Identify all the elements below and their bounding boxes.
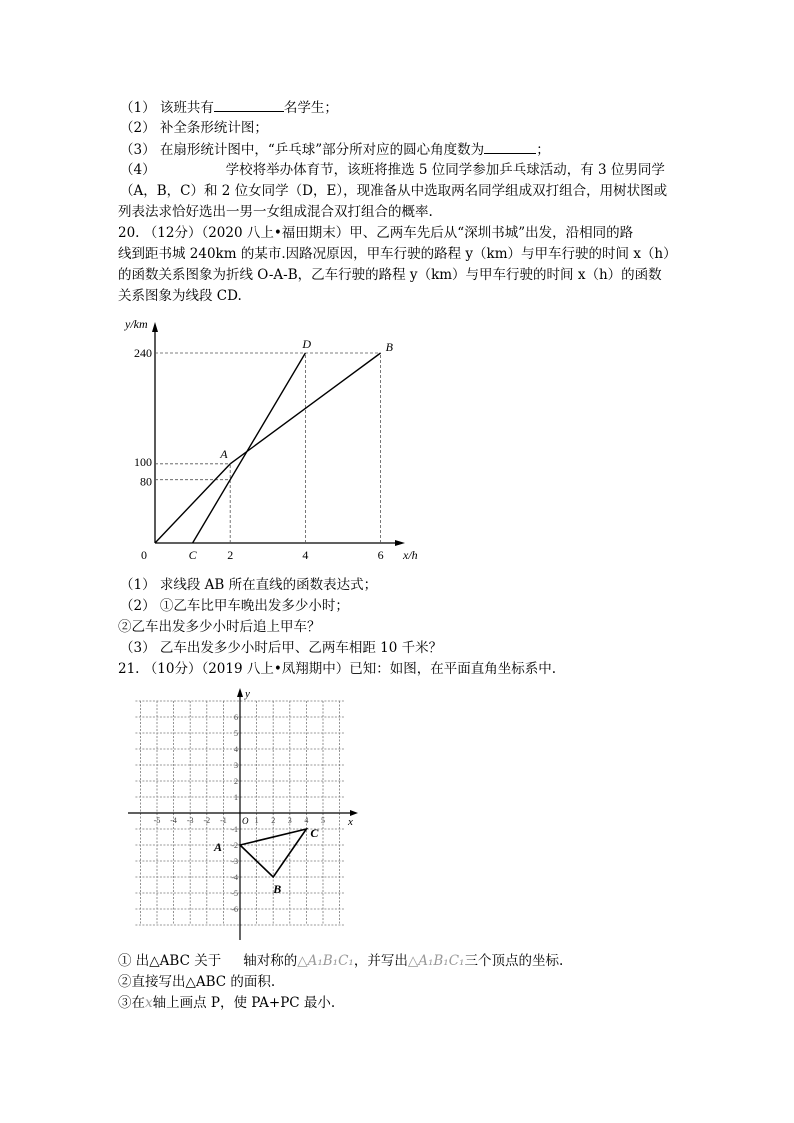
text: （4） bbox=[120, 162, 156, 178]
text: ① 出△ABC 关于 bbox=[118, 953, 222, 969]
q20-distance-time-graph bbox=[115, 310, 425, 565]
text: 名学生； bbox=[283, 100, 338, 116]
q20-stem-4: 关系图象为线段 CD. bbox=[118, 288, 242, 304]
answer-blank[interactable] bbox=[484, 140, 536, 154]
text: 三个顶点的坐标. bbox=[464, 953, 564, 969]
q19-part3 bbox=[120, 140, 550, 159]
q19-part2: （2） 补全条形统计图； bbox=[120, 120, 268, 136]
y-tick-label: -5 bbox=[231, 889, 238, 898]
x-tick-label: -5 bbox=[153, 816, 161, 825]
y-tick-label: 5 bbox=[234, 729, 238, 738]
origin-label: O bbox=[242, 816, 249, 826]
text: （1） 该班共有 bbox=[120, 100, 214, 116]
y-tick-label: 80 bbox=[140, 474, 152, 489]
y-tick-label: 4 bbox=[234, 745, 238, 754]
q20-stem-2: 线到距书城 240km 的某市.因路况原因，甲车行驶的路程 y（km）与甲车行驶的时间 x（h） bbox=[118, 246, 677, 262]
y-axis-arrow bbox=[152, 322, 158, 332]
x-tick-label: 4 bbox=[302, 548, 309, 562]
point-label-C: C bbox=[310, 826, 319, 840]
answer-blank[interactable] bbox=[214, 98, 284, 112]
q19-part4 bbox=[120, 161, 665, 179]
x-tick-label: 2 bbox=[271, 816, 276, 825]
x-tick-label: 1 bbox=[254, 816, 259, 825]
point-label-A: A bbox=[214, 840, 223, 854]
x-tick-label: 4 bbox=[304, 816, 309, 825]
q20-part2b: ②乙车出发多少小时后追上甲车？ bbox=[118, 619, 321, 635]
q19-part4-line3: 列表法求恰好选出一男一女组成混合双打组合的概率. bbox=[118, 204, 433, 220]
text: 轴对称的 bbox=[243, 953, 298, 969]
q19-part1 bbox=[120, 98, 338, 117]
origin-label: 0 bbox=[141, 548, 147, 562]
text: ； bbox=[536, 142, 550, 158]
y-tick-label: 6 bbox=[234, 713, 238, 722]
y-tick-label: 240 bbox=[134, 346, 152, 360]
text: ，并写出 bbox=[353, 953, 408, 969]
text: 轴上画点 P，使 PA+PC 最小. bbox=[152, 995, 336, 1011]
segment-CD bbox=[193, 353, 306, 543]
q20-part2: （2） ①乙车比甲车晚出发多少小时； bbox=[120, 598, 349, 614]
segment-OA bbox=[155, 464, 230, 543]
x-axis-arrow bbox=[395, 540, 405, 546]
y-tick-label: -6 bbox=[231, 905, 238, 914]
y-tick-label: 1 bbox=[234, 793, 238, 802]
y-tick-label: -2 bbox=[231, 841, 238, 850]
point-label-D: D bbox=[302, 337, 312, 351]
text: 学校将举办体育节，该班将推选 5 位同学参加乒乓球活动，有 3 位男同学 bbox=[225, 162, 665, 178]
q20-stem-3: 的函数关系图象为折线 O-A-B，乙车行驶的路程 y（km）与甲车行驶的时间 x（h）的函数 bbox=[118, 267, 662, 283]
y-axis-arrow bbox=[237, 688, 243, 697]
q21-part2: ②直接写出△ABC 的面积. bbox=[118, 974, 276, 990]
triangle-a1b1c1-formula: △A₁B₁C₁ bbox=[407, 953, 465, 969]
q20-part1: （1） 求线段 AB 所在直线的函数表达式； bbox=[120, 577, 378, 593]
text: ③在 bbox=[118, 995, 145, 1011]
x-tick-label: -4 bbox=[170, 816, 177, 825]
q21-part1 bbox=[118, 952, 563, 970]
x-tick-label: 3 bbox=[287, 816, 292, 825]
x-variable: x bbox=[145, 995, 153, 1011]
x-axis-label: x/h bbox=[403, 548, 418, 562]
x-tick-label: -3 bbox=[186, 816, 194, 825]
text: （3） 在扇形统计图中，“乒乓球”部分所对应的圆心角度数为 bbox=[120, 142, 485, 158]
point-label-A: A bbox=[220, 446, 228, 461]
q21-part3 bbox=[118, 994, 335, 1012]
q20-stem-1: 20. （12分）（2020 八上•福田期末）甲、乙两车先后从“深圳书城”出发，沿相同的路 bbox=[118, 225, 634, 241]
y-tick-label: -4 bbox=[231, 873, 238, 882]
point-label-B: B bbox=[273, 882, 282, 896]
x-tick-label: -2 bbox=[203, 816, 211, 825]
x-tick-label: -1 bbox=[220, 816, 227, 825]
x-tick-label: 5 bbox=[321, 816, 325, 825]
y-tick-label: 100 bbox=[134, 454, 152, 469]
y-tick-label: 2 bbox=[234, 777, 238, 786]
y-tick-label: -3 bbox=[231, 857, 238, 866]
q19-part4-line2: （A，B，C）和 2 位女同学（D，E），现准备从中选取两名同学组成双打组合，用树状图或 bbox=[120, 183, 668, 199]
x-axis-label: x bbox=[348, 816, 353, 828]
point-label-B: B bbox=[385, 340, 393, 354]
y-axis-label: y bbox=[245, 688, 250, 700]
x-tick-label: 6 bbox=[377, 548, 384, 562]
q20-part3: （3） 乙车出发多少小时后甲、乙两车相距 10 千米？ bbox=[120, 640, 443, 656]
y-tick-label: 3 bbox=[234, 761, 238, 770]
point-label-C: C bbox=[188, 548, 197, 562]
y-tick-label: -1 bbox=[231, 825, 238, 834]
y-axis-label: y/km bbox=[125, 317, 148, 331]
x-tick-label: 2 bbox=[227, 548, 234, 562]
q21-coordinate-grid bbox=[120, 685, 360, 945]
q21-stem: 21. （10分）（2019 八上•凤翔期中）已知：如图，在平面直角坐标系中. bbox=[118, 661, 557, 677]
triangle-a1b1c1-formula: △A₁B₁C₁ bbox=[297, 953, 354, 969]
